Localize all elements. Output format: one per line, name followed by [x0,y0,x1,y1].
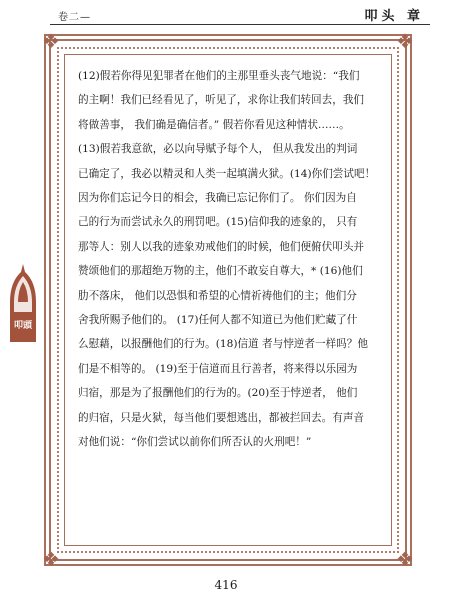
corner-ornament-icon: ❖ [396,547,414,571]
corner-ornament-icon: ❖ [42,29,60,53]
prostration-tab [8,262,38,344]
text-line: 己的行为而尝试永久的刑罚吧。(15)信仰我的迹象的， 只有 [78,216,358,229]
text-line: (13)假若我意欲，必以向导赋予每个人， 但从我发出的判词 [78,143,358,156]
header-rule [50,24,430,25]
text-line: 么慰藉，以报酬他们的行为。(18)信道 者与悖逆者一样吗？他 [78,338,368,351]
corner-ornament-icon: ❖ [42,547,60,571]
text-line: 赞颂他们的那超绝万物的主，他们不敢妄自尊大，* (16)他们 [78,265,363,278]
text-line: 将做善事， 我们确是确信者。” 假若你看见这种情状……。 [78,118,350,131]
text-line: 已确定了，我必以精灵和人类一起填满火狱。(14)你们尝试吧！ [78,167,376,180]
text-line: (12)假若你得见犯罪者在他们的主那里垂头丧气地说：“我们 [78,70,360,82]
text-line: 的归宿，只是火狱，每当他们要想逃出，都被拦回去。有声音 [78,411,365,424]
text-line: 归宿，那是为了报酬他们的行为的。(20)至于悖逆者， 他们 [78,387,358,400]
text-line: 那等人：别人以我的迹象劝戒他们的时候，他们便俯伏叩头并 [78,240,365,253]
page-number: 416 [214,578,238,592]
text-line: 舍我所赐予他们的。 (17)任何人都不知道已为他们贮藏了什 [78,314,358,327]
prostration-label: 叩頭 [13,321,32,331]
chapter-title: 叩头 章 [364,9,424,24]
page-header [0,0,452,26]
text-line: 因为你们忘记今日的相会，我确已忘记你们了。 你们因为自 [78,192,357,205]
text-line: 肋不落床， 他们以恐惧和希望的心情祈祷他们的主；他们分 [78,289,357,302]
corner-ornament-icon: ❖ [396,29,414,53]
verse-text [78,64,378,455]
text-line: 对他们说：“你们尝试以前你们所否认的火刑吧！” [78,436,312,449]
text-line: 们是不相等的。 (19)至于信道而且行善者，将来得以乐园为 [78,362,358,375]
chapter-label: 卷二— [58,12,91,23]
arch-ornament-icon [8,262,38,344]
text-line: 的主啊！我们已经看见了，听见了，求你让我们转回去，我们 [78,94,365,107]
